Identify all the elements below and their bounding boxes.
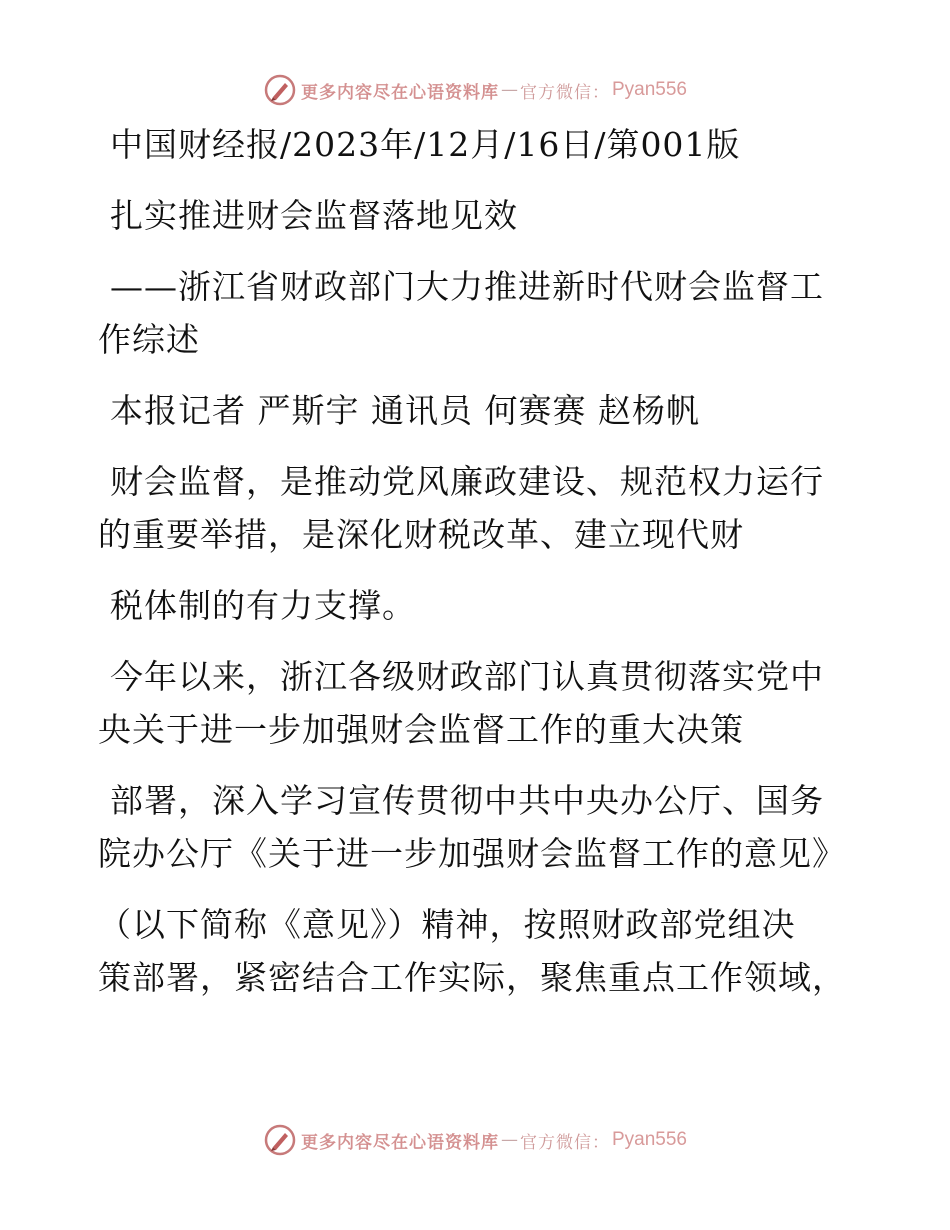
source-line: 中国财经报/2023年/12月/16日/第001版 <box>110 125 741 164</box>
paragraph-2-line-5: （以下简称《意见》）精神，按照财政部党组决 <box>98 905 796 944</box>
paragraph-2-line-2: 央关于进一步加强财会监督工作的重大决策 <box>98 710 744 749</box>
subheadline-line-1: ——浙江省财政部门大力推进新时代财会监督工 <box>110 267 824 306</box>
pen-logo-icon <box>263 73 297 107</box>
subheadline-line-2: 作综述 <box>98 320 200 359</box>
document-body <box>98 118 846 1004</box>
watermark-wechat-id: Pyan556 <box>611 79 687 100</box>
paragraph-2-line-3: 部署，深入学习宣传贯彻中共中央办公厅、国务 <box>110 781 824 820</box>
headline: 扎实推进财会监督落地见效 <box>110 196 518 235</box>
watermark-wechat-id: Pyan556 <box>611 1129 687 1150</box>
paragraph-1-line-1: 财会监督，是推动党风廉政建设、规范权力运行 <box>110 462 824 501</box>
watermark-sub-text: 官方微信： <box>519 82 610 103</box>
watermark-main-text: 更多内容尽在心语资料库 <box>300 82 499 103</box>
watermark-main-text: 更多内容尽在心语资料库 <box>300 1132 499 1153</box>
footer-watermark <box>0 1120 950 1160</box>
paragraph-2-line-6: 策部署，紧密结合工作实际，聚焦重点工作领域， <box>98 958 846 997</box>
watermark-separator: — <box>500 1130 518 1150</box>
pen-logo-icon <box>263 1123 297 1157</box>
paragraph-1-line-3: 税体制的有力支撑。 <box>110 586 416 625</box>
watermark-separator: — <box>500 80 518 100</box>
watermark-sub-text: 官方微信： <box>519 1132 610 1153</box>
paragraph-2-line-1: 今年以来，浙江各级财政部门认真贯彻落实党中 <box>110 657 824 696</box>
byline: 本报记者 严斯宇 通讯员 何赛赛 赵杨帆 <box>110 391 700 430</box>
header-watermark <box>0 70 950 110</box>
paragraph-1-line-2: 的重要举措，是深化财税改革、建立现代财 <box>98 515 744 554</box>
paragraph-2-line-4: 院办公厅《关于进一步加强财会监督工作的意见》 <box>98 834 846 873</box>
